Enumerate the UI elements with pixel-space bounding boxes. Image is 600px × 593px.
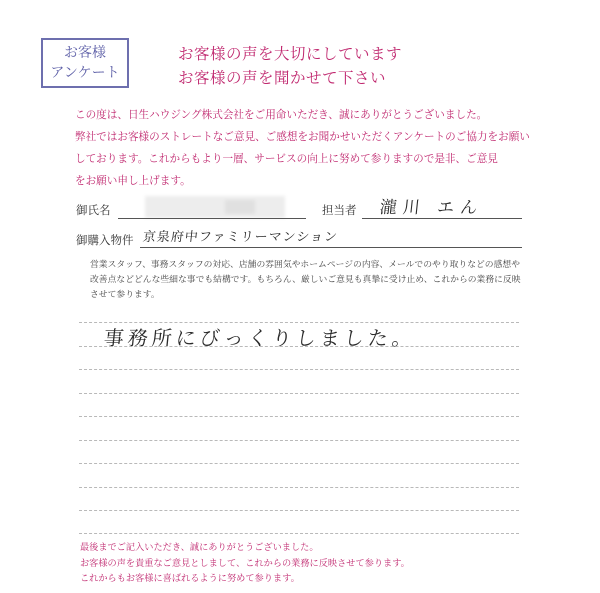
- writing-line: [79, 487, 519, 488]
- writing-line: [79, 416, 519, 417]
- writing-line: [79, 510, 519, 511]
- property-underline: [140, 247, 522, 248]
- writing-line: [79, 463, 519, 464]
- guide-line: 改善点などどんな些細な事でも結構です。もちろん、厳しいご意見も真摯に受け止め、これからの業務に反映: [90, 275, 521, 285]
- badge-line-1: お客様: [64, 45, 106, 61]
- closing-line: 最後までご記入いただき、誠にありがとうございました。: [80, 542, 319, 553]
- name-underline: [118, 218, 306, 219]
- intro-text: [75, 104, 545, 192]
- property-label: 御購入物件: [76, 233, 134, 247]
- guide-line: させて参ります。: [90, 290, 160, 300]
- headline-2: お客様の声を聞かせて下さい: [178, 69, 387, 87]
- intro-line: この度は、日生ハウジング株式会社をご用命いただき、誠にありがとうございました。: [75, 109, 488, 121]
- writing-line: [79, 393, 519, 394]
- property-value: 京泉府中ファミリーマンション: [142, 230, 339, 245]
- closing-line: これからもお客様に喜ばれるように努めて参ります。: [80, 573, 300, 584]
- writing-line: [79, 369, 519, 370]
- closing-line: お客様の声を貴重なご意見としまして、これからの業務に反映させて参ります。: [80, 557, 410, 569]
- intro-line: しております。これからもより一層、サービスの向上に努めて参りますので是非、ご意見: [75, 153, 498, 165]
- headline-1: お客様の声を大切にしています: [178, 45, 403, 63]
- guide-line: 営業スタッフ、事務スタッフの対応、店舗の雰囲気やホームページの内容、メールでのやり取りなどの感想や: [90, 260, 520, 270]
- comment-text: 事務所にびっくりしました。: [102, 326, 418, 350]
- writing-line: [79, 533, 519, 534]
- writing-line: [79, 322, 519, 323]
- name-label: 御氏名: [76, 203, 111, 217]
- writing-line: [79, 346, 519, 347]
- redacted-name: [145, 196, 285, 218]
- intro-line: をお願い申し上げます。: [75, 175, 191, 187]
- survey-badge: [41, 38, 129, 88]
- intro-line: 弊社ではお客様のストレートなご意見、ご感想をお聞かせいただくアンケートのご協力をお願い: [75, 131, 530, 143]
- staff-value: 瀧川 エん: [378, 198, 485, 218]
- staff-label: 担当者: [322, 203, 357, 217]
- closing-text: [80, 540, 550, 587]
- badge-line-2: アンケート: [50, 65, 120, 81]
- writing-line: [79, 440, 519, 441]
- staff-underline: [362, 218, 522, 219]
- guide-text: [90, 258, 530, 303]
